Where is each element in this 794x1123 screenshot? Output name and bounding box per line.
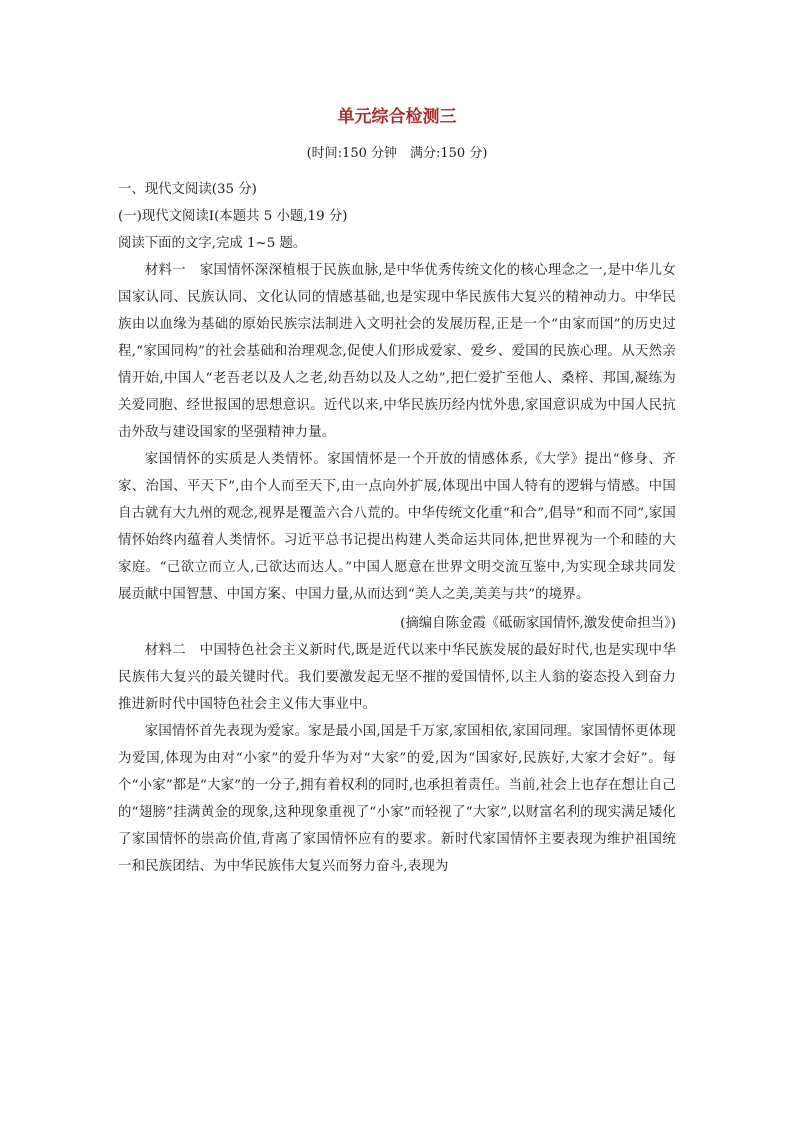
exam-time-score: (时间:150 分钟 满分:150 分) — [306, 146, 488, 161]
section-heading-modern-reading: 一、现代文阅读(35 分) — [118, 182, 257, 197]
material-two-paragraph-1: 材料二 中国特色社会主义新时代,既是近代以来中华民族发展的最好时代,也是实现中华民族伟大复兴的最关键时代。我们要激发起无坚不摧的爱国情怀,以主人翁的姿态投入到奋力推进新时代中国特色社会主义伟大事业中。 — [118, 643, 676, 712]
reading-instruction: 阅读下面的文字,完成 1~5 题。 — [118, 236, 307, 251]
subsection-heading-reading-one: (一)现代文阅读Ⅰ(本题共 5 小题,19 分) — [118, 209, 348, 224]
material-one-source: (摘编自陈金霞《砥砺家国情怀,激发使命担当》) — [400, 616, 676, 631]
page-title: 单元综合检测三 — [337, 107, 457, 127]
material-two-paragraph-2: 家国情怀首先表现为爱家。家是最小国,国是千万家,家国相依,家国同理。家国情怀更体现为爱国,体现为由对“小家”的爱升华为对“大家”的爱,因为“国家好,民族好,大家才会好”。每个“小家”都是“大家”的一分子,拥有着权利的同时,也承担着责任。当前,社会上也存在想让自己的“翅膀”挂满黄金的现象,这种现象重视了“小家”而轻视了“大家”,以财富名利的现实满足矮化了家国情怀的崇高价值,背离了家国情怀应有的要求。新时代家国情怀主要表现为维护祖国统一和民族团结、为中华民族伟大复兴而努力奋斗,表现为 — [118, 724, 676, 874]
material-one-paragraph-2: 家国情怀的实质是人类情怀。家国情怀是一个开放的情感体系,《大学》提出“修身、齐家、治国、平天下”,由个人而至天下,由一点向外扩展,体现出中国人特有的逻辑与情感。中国自古就有大九州的观念,视界是覆盖六合八荒的。中华传统文化重“和合”,倡导“和而不同”,家国情怀始终内蕴着人类情怀。习近平总书记提出构建人类命运共同体,把世界视为一个和睦的大家庭。“己欲立而立人,己欲达而达人。”中国人愿意在世界文明交流互鉴中,为实现全球共同发展贡献中国智慧、中国方案、中国力量,从而达到“美人之美,美美与共”的境界。 — [118, 452, 676, 602]
material-one-paragraph-1: 材料一 家国情怀深深植根于民族血脉,是中华优秀传统文化的核心理念之一,是中华儿女国家认同、民族认同、文化认同的情感基础,也是实现中华民族伟大复兴的精神动力。中华民族由以血缘为基础的原始民族宗法制进入文明社会的发展历程,正是一个“由家而国”的历史过程,“家国同构”的社会基础和治理观念,促使人们形成爱家、爱乡、爱国的民族心理。从天然亲情开始,中国人“老吾老以及人之老,幼吾幼以及人之幼”,把仁爱扩至他人、桑梓、邦国,凝练为关爱同胞、经世报国的思想意识。近代以来,中华民族历经内忧外患,家国意识成为中国人民抗击外敌与建设国家的坚强精神力量。 — [118, 263, 676, 440]
